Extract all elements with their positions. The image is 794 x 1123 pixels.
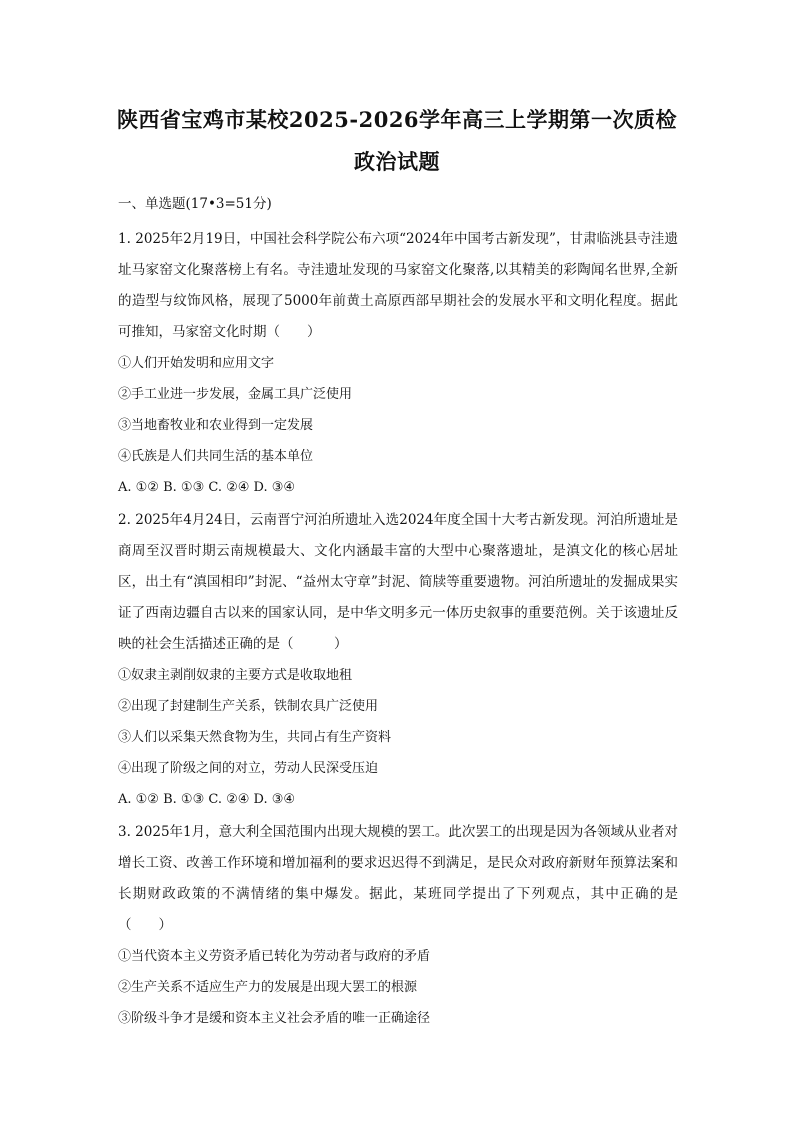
question-option: ④出现了阶级之间的对立，劳动人民深受压迫 — [118, 761, 379, 776]
question-option: ①奴隶主剥削奴隶的主要方式是收取地租 — [118, 668, 353, 683]
answer-choices: A. ①② B. ①③ C. ②④ D. ③④ — [118, 480, 296, 495]
page-title: 陕西省宝鸡市某校2025-2026学年高三上学期第一次质检 — [116, 107, 678, 132]
page-subtitle: 政治试题 — [354, 149, 440, 174]
question-stem: 3. 2025年1月，意大利全国范围内出现大规模的罢工。此次罢工的出现是因为各领域从业者对增长工资、改善工作环境和增加福利的要求迟迟得不到满足，是民众对政府新财年预算法案和长期财政政策的不满情绪的集中爆发。据此，某班同学提出了下列观点，其中正确的是（ ） — [118, 824, 678, 933]
question-option: ②出现了封建制生产关系，铁制农具广泛使用 — [118, 699, 379, 714]
answer-choices: A. ①② B. ①③ C. ②④ D. ③④ — [118, 792, 296, 807]
section-heading: 一、单选题(17•3=51分) — [118, 196, 272, 212]
question-1 — [118, 224, 678, 503]
question-option: ①人们开始发明和应用文字 — [118, 356, 275, 371]
question-option: ③阶级斗争才是缓和资本主义社会矛盾的唯一正确途径 — [118, 1011, 431, 1026]
question-option: ④氏族是人们共同生活的基本单位 — [118, 449, 314, 464]
question-option: ①当代资本主义劳资矛盾已转化为劳动者与政府的矛盾 — [118, 949, 431, 964]
question-stem: 2. 2025年4月24日，云南晋宁河泊所遗址入选2024年度全国十大考古新发现。河泊所遗址是商周至汉晋时期云南规模最大、文化内涵最丰富的大型中心聚落遗址，是滇文化的核心居址区，出土有“滇国相印”封泥、“益州太守章”封泥、简牍等重要遗物。河泊所遗址的发掘成果实证了西南边疆自古以来的国家认同，是中华文明多元一体历史叙事的重要范例。关于该遗址反映的社会生活描述正确的是（ ） — [118, 512, 678, 652]
question-option: ②手工业进一步发展，金属工具广泛使用 — [118, 387, 353, 402]
question-2 — [118, 505, 678, 815]
question-stem: 1. 2025年2月19日，中国社会科学院公布六项“2024年中国考古新发现”，甘肃临洮县寺洼遗址马家窑文化聚落榜上有名。寺洼遗址发现的马家窑文化聚落,以其精美的彩陶闻名世界,全新的造型与纹饰风格，展现了5000年前黄土高原西部早期社会的发展水平和文明化程度。据此可推知，马家窑文化时期（ ） — [118, 231, 678, 340]
question-option: ③当地畜牧业和农业得到一定发展 — [118, 418, 314, 433]
question-3 — [118, 817, 678, 1034]
question-option: ②生产关系不适应生产力的发展是出现大罢工的根源 — [118, 980, 418, 995]
question-option: ③人们以采集天然食物为生，共同占有生产资料 — [118, 730, 392, 745]
